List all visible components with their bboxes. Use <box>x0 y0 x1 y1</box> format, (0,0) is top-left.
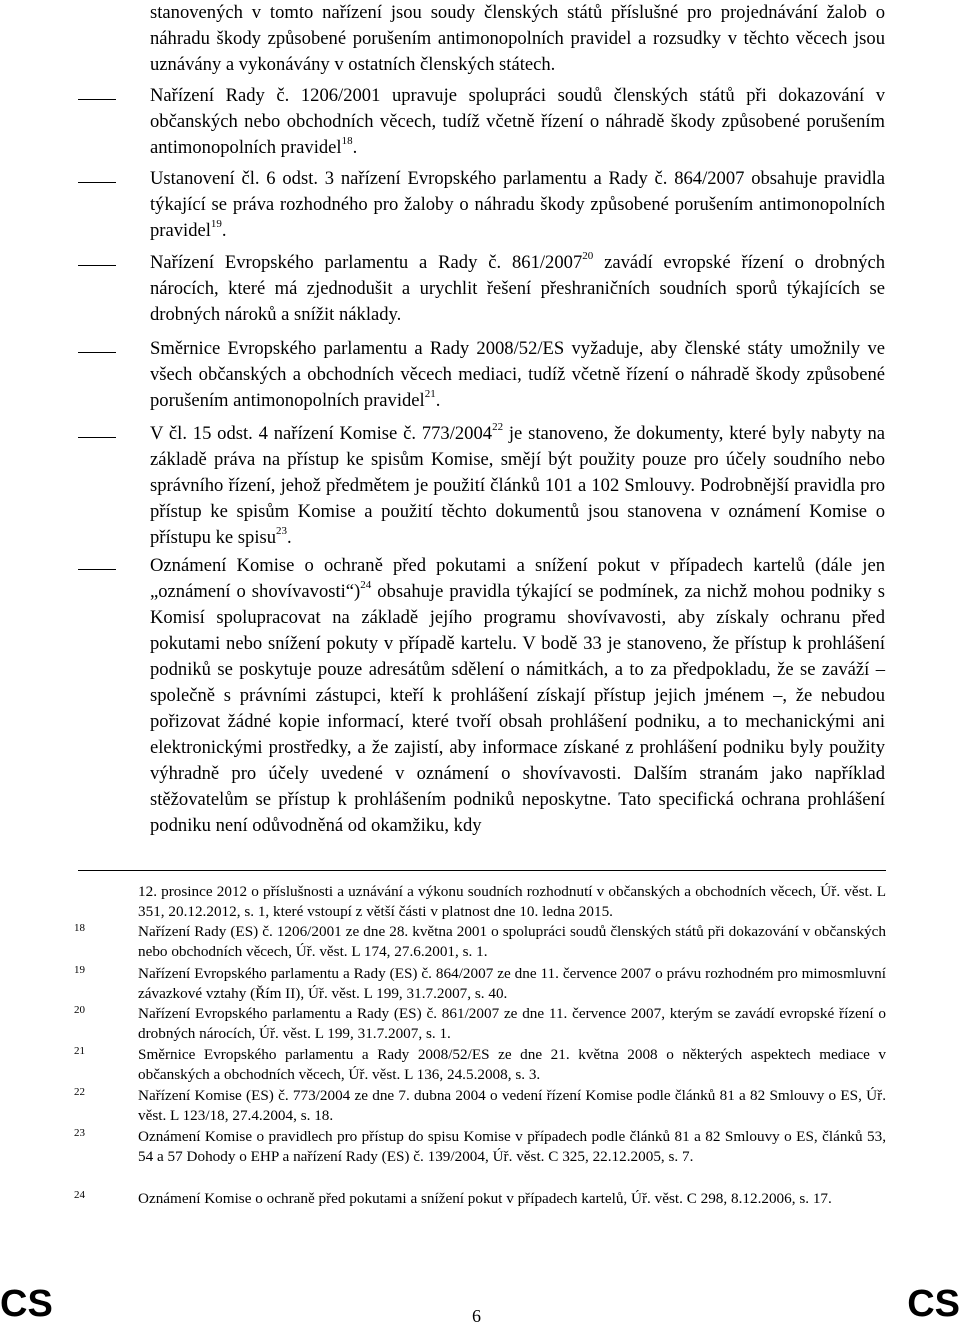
footnote-separator <box>78 870 886 871</box>
footnote-continued: 12. prosince 2012 o příslušnosti a uznávání a výkonu soudních rozhodnutí v občanských a obchodních věcech, Úř. věst. L 351, 20.12.2012, s. 1, které vstoupí z větší části v platnost dne 10. ledna 2015. <box>138 883 886 920</box>
footnote-number: 20 <box>74 1004 85 1016</box>
footnote-number: 19 <box>74 964 85 976</box>
footnote-number: 21 <box>74 1045 85 1057</box>
footnote-ref: 22 <box>492 420 504 433</box>
footnote-18: Nařízení Rady (ES) č. 1206/2001 ze dne 28. května 2001 o spolupráci soudů členských států při dokazování v občanských nebo obchodních věcech, Úř. věst. L 174, 27.6.2001, s. 1. <box>138 923 886 960</box>
footnote-22: Nařízení Komise (ES) č. 773/2004 ze dne 7. dubna 2004 o vedení řízení Komise podle článků 81 a 82 Smlouvy o ES, Úř. věst. L 123/18, 27.4.2004, s. 18. <box>138 1087 886 1124</box>
footnote-number: 24 <box>74 1189 85 1201</box>
paragraph-council-regulation-1206: Nařízení Rady č. 1206/2001 upravuje spolupráci soudů členských států při dokazování v občanských nebo obchodních věcech, tudíž včetně řízení o náhradě škody způsobené porušením antimonopolních pravidel$^{18}$. <box>150 85 885 158</box>
bullet-dash <box>78 99 116 100</box>
footnote-21: Směrnice Evropského parlamentu a Rady 2008/52/ES ze dne 21. května 2008 o některých aspektech mediace v občanských a obchodních věcech, Úř. věst. L 136, 24.5.2008, s. 3. <box>138 1046 886 1083</box>
footnote-number: 18 <box>74 922 85 934</box>
language-code-left: CS <box>0 1283 53 1325</box>
bullet-dash <box>78 569 116 570</box>
footnote-ref: 21 <box>424 387 436 400</box>
paragraph-regulation-773: V čl. 15 odst. 4 nařízení Komise č. 773/2004$^{22}$ je stanoveno, že dokumenty, které byly nabyty na základě práva na přístup ke spisům Komise, smějí být použity pouze pro účely soudního nebo správního řízení, jehož předmětem je použití článků 101 a 102 Smlouvy. Podrobnější pravidla pro přístup ke spisům Komise a použití těchto dokumentů jsou stanovena v oznámení Komise o přístupu ke spisu$^{23}$. <box>150 420 885 548</box>
bullet-dash <box>78 182 116 183</box>
bullet-dash <box>78 352 116 353</box>
paragraph-directive-2008-52: Směrnice Evropského parlamentu a Rady 2008/52/ES vyžaduje, aby členské státy umožnily ve všech občanských a obchodních věcech mediaci, tudíž včetně řízení o náhradě škody způsobené porušením antimonopolních pravidel$^{21}$. <box>150 338 885 411</box>
footnote-20: Nařízení Evropského parlamentu a Rady (ES) č. 861/2007 ze dne 11. července 2007, kterým se zavádí evropské řízení o drobných nárocích, Úř. věst. L 199, 31.7.2007, s. 1. <box>138 1005 886 1042</box>
paragraph-continued: stanovených v tomto nařízení jsou soudy členských států příslušné pro projednávání žalob o náhradu škody způsobené porušením antimonopolních pravidel a rozsudky v těchto věcech jsou uznávány a vykonávány v ostatních členských státech. <box>150 2 885 75</box>
footnote-24: Oznámení Komise o ochraně před pokutami a snížení pokut v případech kartelů, Úř. věst. C 298, 8.12.2006, s. 17. <box>138 1190 832 1207</box>
bullet-dash <box>78 437 116 438</box>
bullet-dash <box>78 265 116 266</box>
paragraph-leniency-notice: Oznámení Komise o ochraně před pokutami a snížení pokut v případech kartelů (dále jen „oznámení o shovívavosti“)$^{24}$ obsahuje pravidla týkající se podmínek, za nichž mohou podniky s Komisí spolupracovat na základě jejího programu shovívavosti, aby získaly ochranu před pokutami nebo snížení pokuty v případě kartelu. V bodě 33 je stanoveno, že přístup k prohlášení podniků se poskytuje pouze adresátům sdělení o námitkách, a to za předpokladu, že se zaváží – společně s právními zástupci, kteří k prohlášení získají přístup jejich jménem –, že nebudou pořizovat žádné kopie informací, které tvoří obsah prohlášení podniku, a to mechanickými ani elektronickými prostředky, a že zajistí, aby informace získané z prohlášení podniku byly použity výhradně pro účely uvedené v oznámení o shovívavosti. Dalším stranám jako například stěžovatelům se přístup k prohlášením podniků neposkytne. Tato specifická ochrana prohlášení podniku není odůvodněná od okamžiku, kdy <box>150 555 885 836</box>
paragraph-regulation-861: Nařízení Evropského parlamentu a Rady č. 861/2007$^{20}$ zavádí evropské řízení o drobných nárocích, které má zjednodušit a urychlit řešení přeshraničních soudních sporů týkajících se drobných nároků a snížit náklady. <box>150 249 886 325</box>
footnote-ref: 18 <box>341 134 353 147</box>
footnote-ref: 24 <box>360 578 372 591</box>
footnote-ref: 20 <box>582 249 594 262</box>
language-code-right: CS <box>907 1283 960 1325</box>
footnote-ref: 23 <box>276 524 288 537</box>
footnote-ref: 19 <box>210 217 222 230</box>
footnote-number: 22 <box>74 1086 85 1098</box>
footnote-number: 23 <box>74 1127 85 1139</box>
footnote-19: Nařízení Evropského parlamentu a Rady (ES) č. 864/2007 ze dne 11. července 2007 o právu rozhodném pro mimosmluvní závazkové vztahy (Řím II), Úř. věst. L 199, 31.7.2007, s. 40. <box>138 965 886 1002</box>
footnote-23: Oznámení Komise o pravidlech pro přístup do spisu Komise v případech podle článků 81 a 82 Smlouvy o ES, článků 53, 54 a 57 Dohody o EHP a nařízení Rady (ES) č. 139/2004, Úř. věst. C 325, 22.12.2005, s. 7. <box>138 1128 886 1165</box>
paragraph-regulation-864: Ustanovení čl. 6 odst. 3 nařízení Evropského parlamentu a Rady č. 864/2007 obsahuje pravidla týkající se práva rozhodného pro žaloby o náhradu škody způsobené porušením antimonopolních pravidel$^{19}$. <box>150 168 885 241</box>
page-number: 6 <box>472 1306 481 1326</box>
